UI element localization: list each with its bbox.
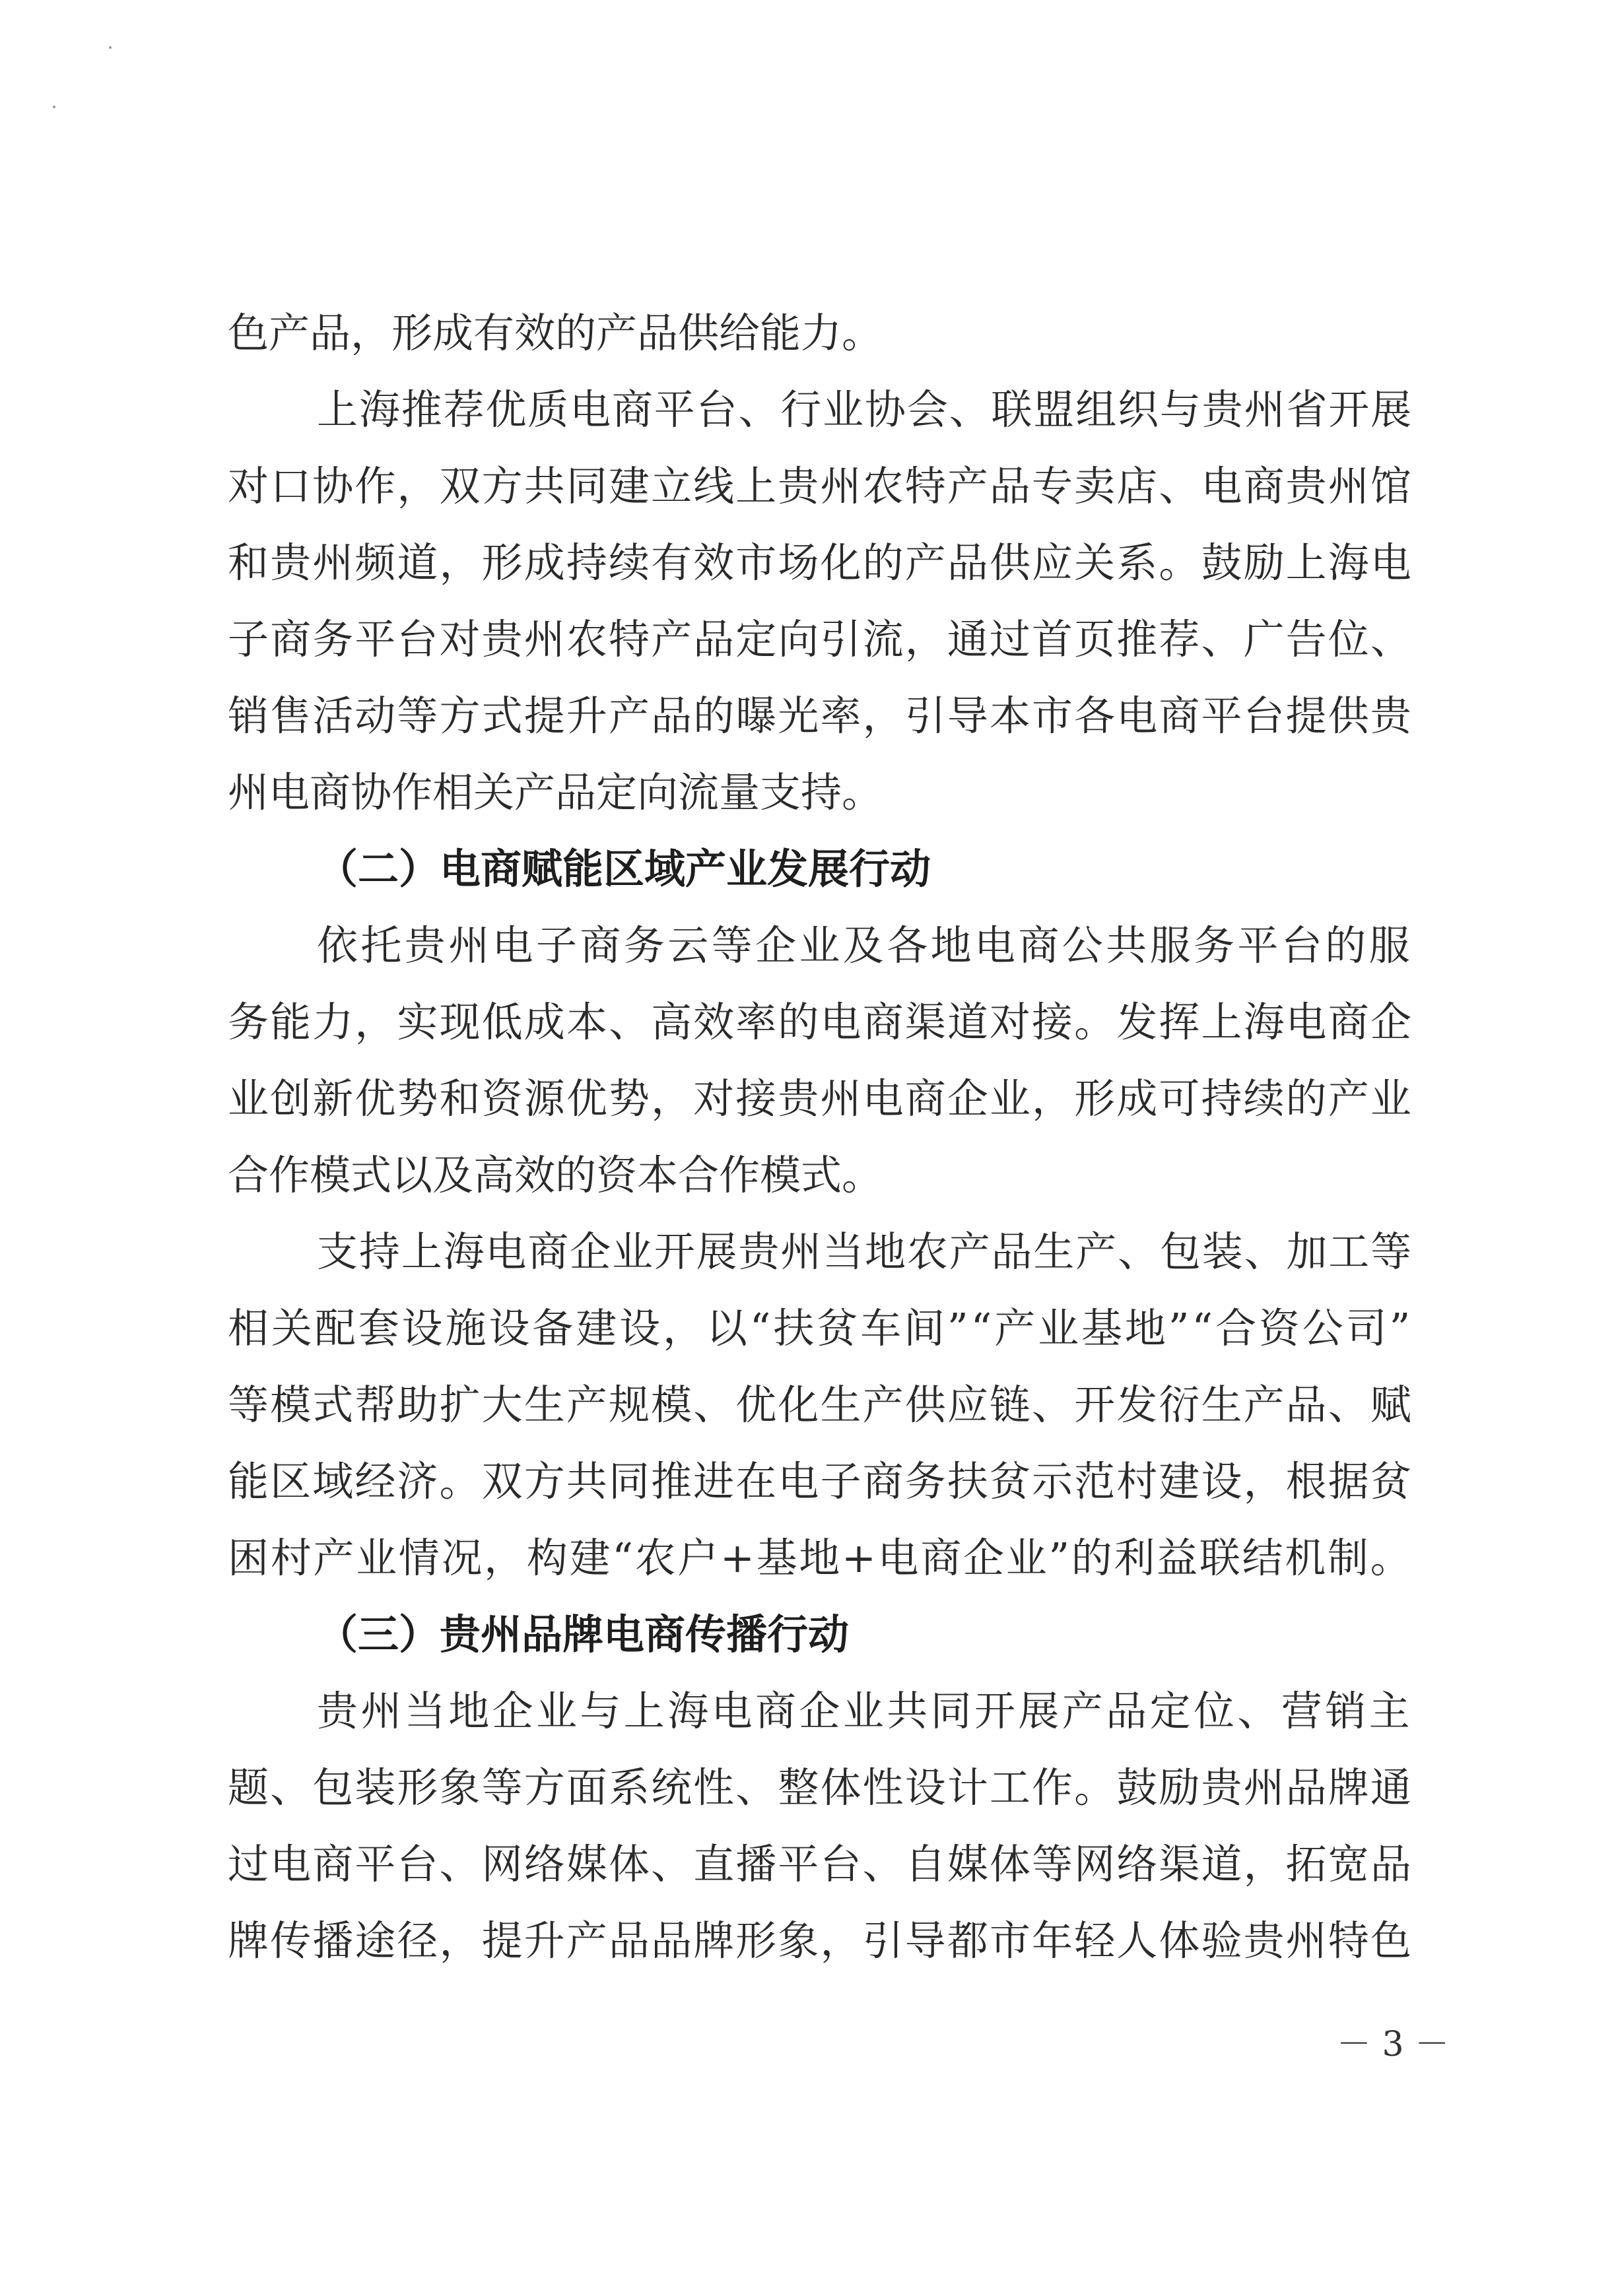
text-line: 和贵州频道，形成持续有效市场化的产品供应关系。鼓励上海电 <box>228 539 1413 587</box>
text-line: 牌传播途径，提升产品品牌形象，引导都市年轻人体验贵州特色 <box>228 1917 1413 1965</box>
text-line: 等模式帮助扩大生产规模、优化生产供应链、开发衍生产品、赋 <box>228 1381 1413 1429</box>
text-line: 子商务平台对贵州农特产品定向引流，通过首页推荐、广告位、 <box>228 615 1413 663</box>
text-line: 相关配套设施设备建设，以“扶贫车间”“产业基地”“合资公司” <box>228 1304 1413 1352</box>
text-line: 务能力，实现低成本、高效率的电商渠道对接。发挥上海电商企 <box>228 998 1413 1046</box>
text-line: 困村产业情况，构建“农户+基地+电商企业”的利益联结机制。 <box>228 1534 1413 1582</box>
page-number: － 3 － <box>1336 2025 1450 2064</box>
text-line: 对口协作，双方共同建立线上贵州农特产品专卖店、电商贵州馆 <box>228 462 1413 510</box>
text-line: 业创新优势和资源优势，对接贵州电商企业，形成可持续的产业 <box>228 1074 1413 1123</box>
section-heading: （二）电商赋能区域产业发展行动 <box>317 845 931 893</box>
text-line: 州电商协作相关产品定向流量支持。 <box>228 768 883 816</box>
text-line: 色产品，形成有效的产品供给能力。 <box>228 309 883 357</box>
text-line: 依托贵州电子商务云等企业及各地电商公共服务平台的服 <box>317 921 1413 969</box>
text-line: 销售活动等方式提升产品的曝光率，引导本市各电商平台提供贵 <box>228 692 1413 740</box>
scan-speck <box>109 46 112 49</box>
text-line: 能区域经济。双方共同推进在电子商务扶贫示范村建设，根据贫 <box>228 1457 1413 1505</box>
text-line: 上海推荐优质电商平台、行业协会、联盟组织与贵州省开展 <box>317 385 1413 434</box>
section-heading: （三）贵州品牌电商传播行动 <box>317 1610 850 1658</box>
text-line: 题、包装形象等方面系统性、整体性设计工作。鼓励贵州品牌通 <box>228 1763 1413 1812</box>
text-line: 过电商平台、网络媒体、直播平台、自媒体等网络渠道，拓宽品 <box>228 1840 1413 1888</box>
text-line: 贵州当地企业与上海电商企业共同开展产品定位、营销主 <box>317 1687 1413 1735</box>
text-line: 合作模式以及高效的资本合作模式。 <box>228 1151 883 1199</box>
text-line: 支持上海电商企业开展贵州当地农产品生产、包装、加工等 <box>317 1228 1413 1276</box>
scan-speck <box>53 106 55 108</box>
